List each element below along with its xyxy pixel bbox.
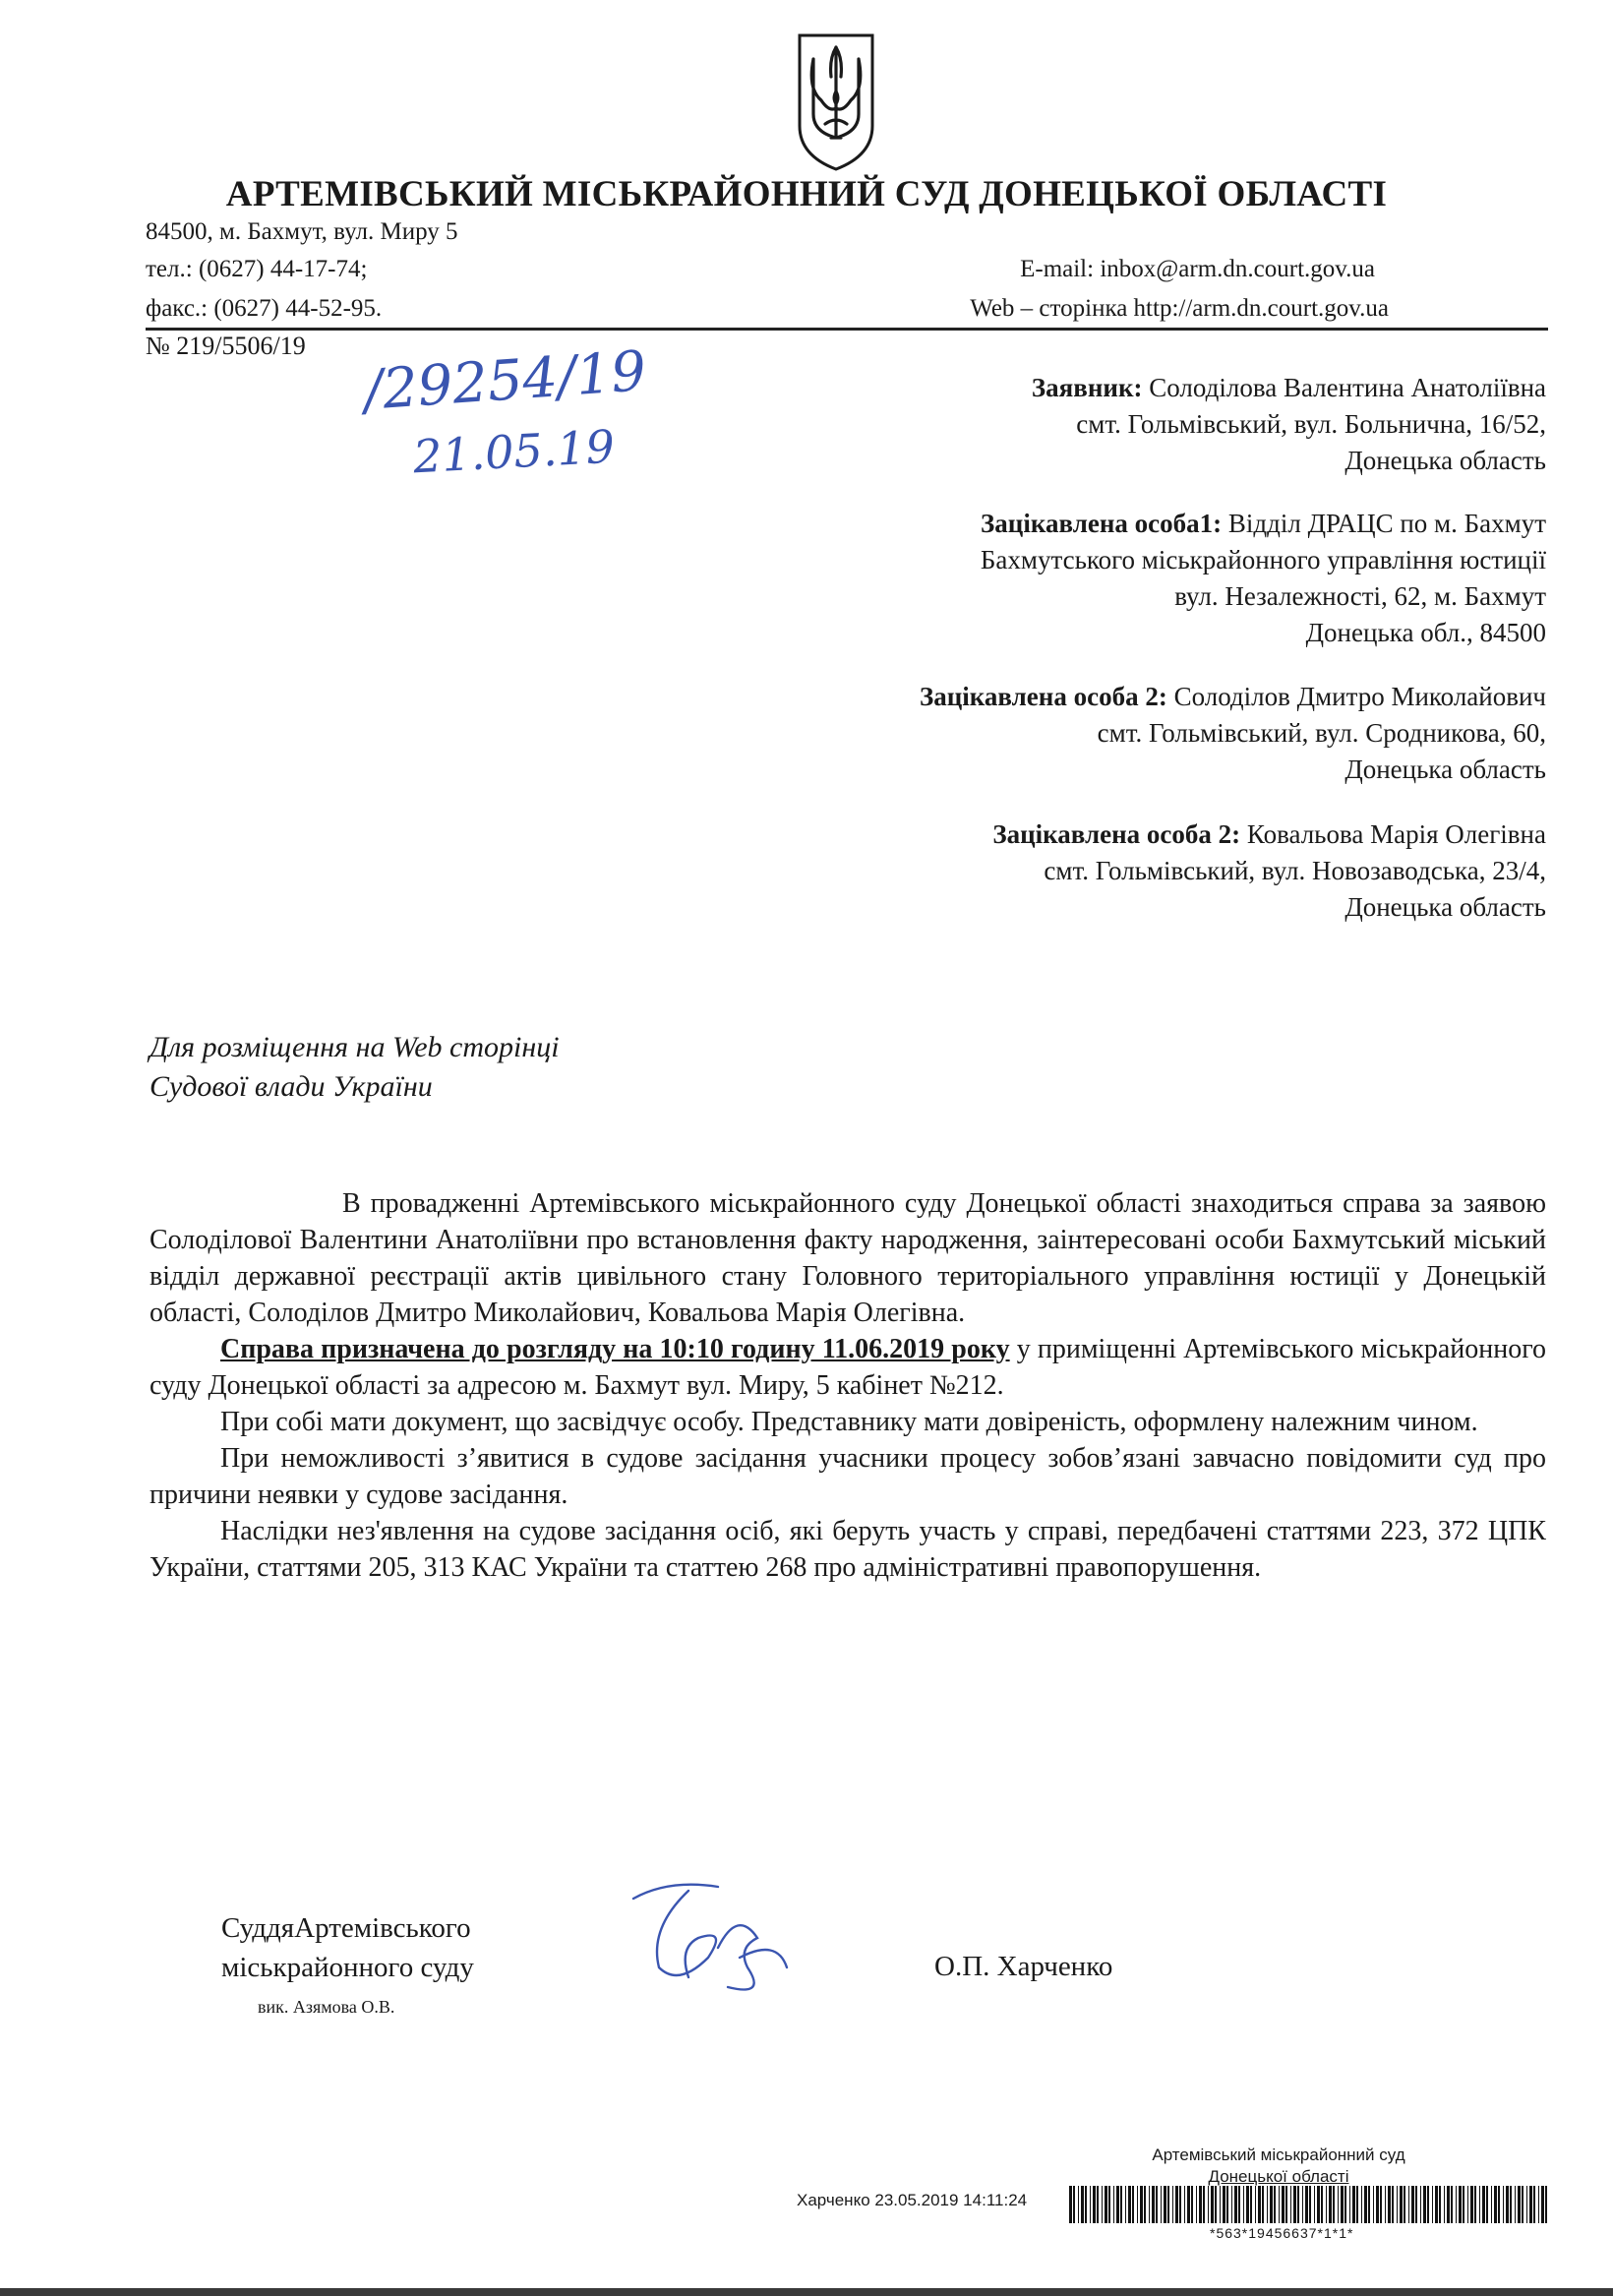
judge-title-line: міськрайонного суду [221, 1952, 474, 1983]
stamp-court-line: Донецької області [1208, 2167, 1349, 2186]
body-paragraph-hearing [149, 1331, 1546, 1404]
body-paragraph-documents: При собі мати документ, що засвідчує особу. Представнику мати довіреність, оформлену належним чином. [220, 1407, 1478, 1437]
party-line: Ковальова Марія Олегівна [1246, 819, 1546, 849]
hearing-location-text: у приміщенні Артемівського міськрайонного суду Донецької області за адресою м. Бахмут вул. Миру, 5 кабінет №212. [149, 1334, 1547, 1401]
handwritten-date: 21.05.19 [411, 419, 617, 484]
notice-body [149, 1185, 1546, 1586]
party-line: Донецька область [1344, 755, 1546, 784]
body-paragraph-consequences: Наслідки нез'явлення на судове засідання осіб, які беруть участь у справі, передбачені статтями 223, 372 ЦПК України, статтями 205, 313 КАС України та статтею 268 про адміністративні правопорушення. [149, 1516, 1546, 1583]
party-line: Відділ ДРАЦС по м. Бахмут [1227, 509, 1546, 538]
coat-of-arms-icon [792, 30, 880, 175]
court-fax: факс.: (0627) 44-52-95. [146, 295, 383, 322]
executor-name: вик. Азямова О.В. [258, 1997, 395, 2017]
judge-name: О.П. Харченко [934, 1951, 1113, 1982]
barcode-number: *563*19456637*1*1* [1210, 2225, 1354, 2241]
party-line: Бахмутського міськрайонного управління юстиції [980, 545, 1546, 574]
registration-stamp-court [1082, 2145, 1475, 2188]
body-paragraph-case: В провадженні Артемівського міськрайонного суду Донецької області знаходиться справа за заявою Солоділової Валентини Анатоліївни про встановлення факту народження, заінтересовані особи Бахмутський міський відділ державної реєстрації актів цивільного стану Головного територіального управління юстиції у Донецькій області, Солоділов Дмитро Миколайович, Ковальова Марія Олегівна. [149, 1188, 1546, 1328]
court-title: АРТЕМІВСЬКИЙ МІСЬКРАЙОННИЙ СУД ДОНЕЦЬКОЇ ОБЛАСТІ [225, 174, 1388, 214]
party-applicant [1032, 370, 1546, 479]
judge-title [221, 1908, 474, 1987]
note-line: Для розміщення на Web сторінці [149, 1031, 560, 1063]
party-role: Зацікавлена особа 2: [992, 819, 1241, 849]
scan-edge [0, 2288, 1613, 2296]
judge-signature-icon [629, 1869, 806, 2007]
publication-note [149, 1028, 560, 1107]
court-phone: тел.: (0627) 44-17-74; [146, 256, 368, 282]
court-email: E-mail: inbox@arm.dn.court.gov.ua [1020, 256, 1375, 282]
body-paragraph-absence: При неможливості з’явитися в судове засідання учасники процесу зобов’язані завчасно повідомити суд про причини неявки у судове засідання. [149, 1443, 1546, 1510]
party-interested-3 [992, 816, 1546, 926]
party-line: Донецька обл., 84500 [1305, 618, 1546, 647]
registration-number: № 219/5506/19 [146, 332, 306, 360]
party-role: Зацікавлена особа 2: [919, 682, 1167, 711]
header-divider [146, 328, 1548, 331]
handwritten-incoming-number: /29254/19 [362, 339, 649, 423]
party-line: смт. Гольмівський, вул. Новозаводська, 23/4, [1044, 856, 1546, 885]
court-address: 84500, м. Бахмут, вул. Миру 5 [146, 218, 458, 245]
party-line: Солоділов Дмитро Миколайович [1173, 682, 1546, 711]
party-line: Донецька область [1344, 446, 1546, 475]
party-line: вул. Незалежності, 62, м. Бахмут [1174, 581, 1546, 611]
stamp-court-line: Артемівський міськрайонний суд [1152, 2145, 1405, 2164]
court-website: Web – сторінка http://arm.dn.court.gov.ua [970, 295, 1389, 322]
party-line: смт. Гольмівський, вул. Сродникова, 60, [1097, 718, 1546, 748]
party-line: Солоділова Валентина Анатоліївна [1149, 373, 1546, 402]
party-line: Донецька область [1344, 892, 1546, 922]
barcode-icon [1069, 2186, 1549, 2223]
party-interested-2 [920, 679, 1546, 788]
judge-title-line: СуддяАртемівського [221, 1912, 471, 1944]
hearing-date-text: Справа призначена до розгляду на 10:10 годину 11.06.2019 року [220, 1334, 1010, 1364]
note-line: Судової влади України [149, 1070, 433, 1103]
party-interested-1 [981, 506, 1546, 651]
party-line: смт. Гольмівський, вул. Больнична, 16/52, [1076, 409, 1546, 439]
party-role: Заявник: [1031, 373, 1143, 402]
registration-stamp-info: Харченко 23.05.2019 14:11:24 [797, 2191, 1028, 2209]
party-role: Зацікавлена особа1: [981, 509, 1223, 538]
